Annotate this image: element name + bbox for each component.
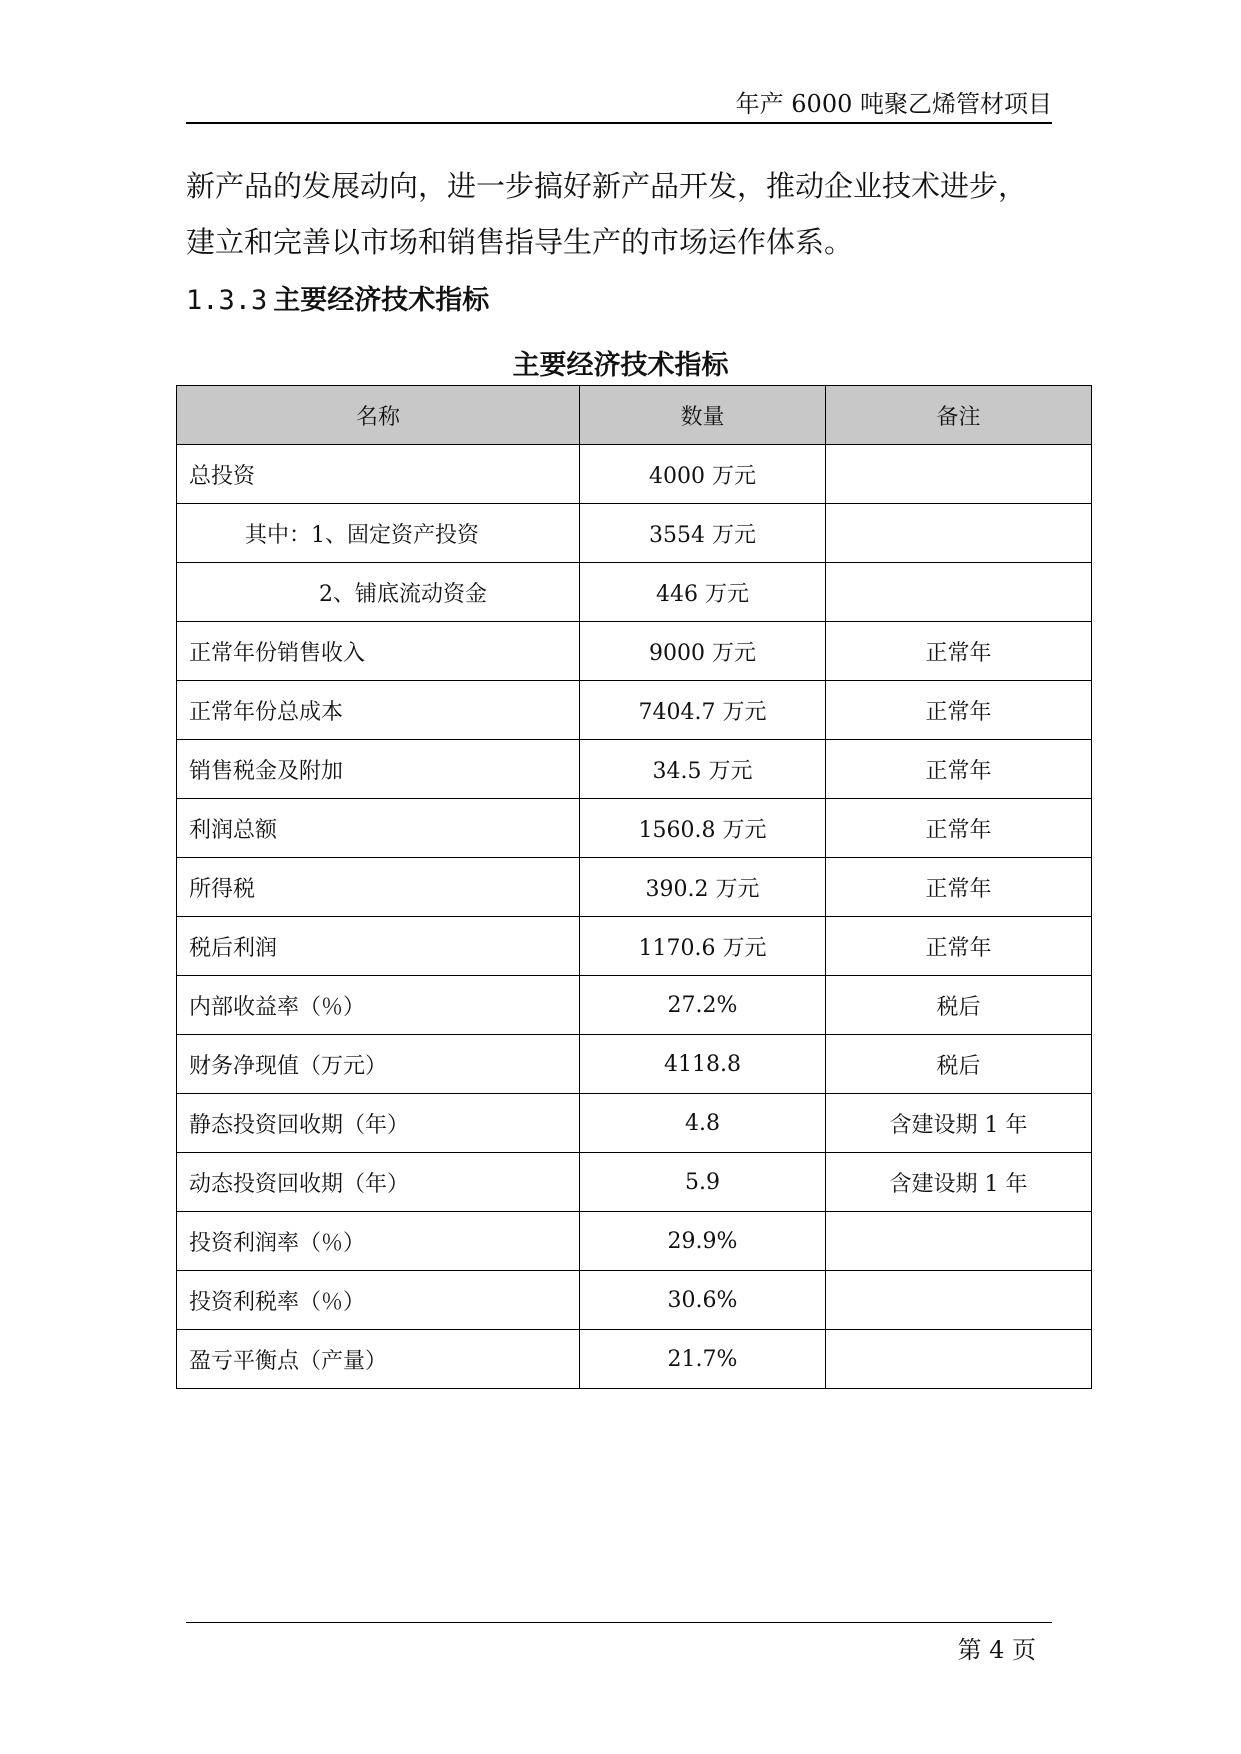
row-name: 投资利税率（％） <box>177 1271 580 1330</box>
table-row <box>177 445 1092 504</box>
table-row <box>177 563 1092 622</box>
row-note <box>826 1330 1092 1389</box>
row-quantity: 27.2% <box>580 976 826 1035</box>
row-name: 税后利润 <box>177 917 580 976</box>
row-name: 投资利润率（％） <box>177 1212 580 1271</box>
row-quantity: 4000 万元 <box>580 445 826 504</box>
section-heading <box>186 278 489 317</box>
row-name: 正常年份销售收入 <box>177 622 580 681</box>
footer-divider <box>186 1622 1052 1623</box>
row-quantity: 1560.8 万元 <box>580 799 826 858</box>
table-row <box>177 1035 1092 1094</box>
table-row <box>177 1153 1092 1212</box>
row-note: 税后 <box>826 976 1092 1035</box>
row-quantity: 4118.8 <box>580 1035 826 1094</box>
row-quantity: 9000 万元 <box>580 622 826 681</box>
row-note: 正常年 <box>826 917 1092 976</box>
row-note: 正常年 <box>826 681 1092 740</box>
table-row <box>177 1094 1092 1153</box>
table-caption: 主要经济技术指标 <box>512 350 729 381</box>
row-name: 总投资 <box>177 445 580 504</box>
row-name: 静态投资回收期（年） <box>177 1094 580 1153</box>
page-number: 第 4 页 <box>957 1636 1036 1664</box>
row-quantity: 34.5 万元 <box>580 740 826 799</box>
row-quantity: 1170.6 万元 <box>580 917 826 976</box>
row-name: 盈亏平衡点（产量） <box>177 1330 580 1389</box>
row-note: 含建设期 1 年 <box>826 1094 1092 1153</box>
row-name: 动态投资回收期（年） <box>177 1153 580 1212</box>
row-quantity: 7404.7 万元 <box>580 681 826 740</box>
row-note <box>826 445 1092 504</box>
table-header-row <box>177 386 1092 445</box>
row-name: 正常年份总成本 <box>177 681 580 740</box>
row-note <box>826 563 1092 622</box>
table-row <box>177 504 1092 563</box>
table-row <box>177 681 1092 740</box>
table-row <box>177 917 1092 976</box>
section-number: 1.3.3 <box>186 285 268 316</box>
row-name: 财务净现值（万元） <box>177 1035 580 1094</box>
row-note: 正常年 <box>826 858 1092 917</box>
body-paragraph: 新产品的发展动向，进一步搞好新产品开发，推动企业技术进步，建立和完善以市场和销售指导生产的市场运作体系。 <box>186 169 1028 259</box>
row-quantity: 446 万元 <box>580 563 826 622</box>
row-quantity: 5.9 <box>580 1153 826 1212</box>
row-quantity: 30.6% <box>580 1271 826 1330</box>
row-note: 含建设期 1 年 <box>826 1153 1092 1212</box>
table-row <box>177 1212 1092 1271</box>
row-name: 内部收益率（％） <box>177 976 580 1035</box>
table-row <box>177 1271 1092 1330</box>
section-title: 主要经济技术指标 <box>273 285 490 316</box>
indicators-table <box>176 385 1092 1389</box>
row-note <box>826 504 1092 563</box>
row-quantity: 21.7% <box>580 1330 826 1389</box>
row-note: 税后 <box>826 1035 1092 1094</box>
row-name: 利润总额 <box>177 799 580 858</box>
row-quantity: 29.9% <box>580 1212 826 1271</box>
table-row <box>177 858 1092 917</box>
table-row <box>177 622 1092 681</box>
row-note <box>826 1212 1092 1271</box>
table-row <box>177 1330 1092 1389</box>
header-name: 名称 <box>177 386 580 445</box>
row-note: 正常年 <box>826 740 1092 799</box>
header-quantity: 数量 <box>580 386 826 445</box>
row-note: 正常年 <box>826 799 1092 858</box>
row-name: 其中：1、固定资产投资 <box>177 504 580 563</box>
row-quantity: 4.8 <box>580 1094 826 1153</box>
row-quantity: 3554 万元 <box>580 504 826 563</box>
row-quantity: 390.2 万元 <box>580 858 826 917</box>
row-name: 所得税 <box>177 858 580 917</box>
running-header: 年产 6000 吨聚乙烯管材项目 <box>735 90 1052 118</box>
header-divider <box>186 122 1052 124</box>
row-name: 2、铺底流动资金 <box>177 563 580 622</box>
row-note <box>826 1271 1092 1330</box>
row-note: 正常年 <box>826 622 1092 681</box>
table-row <box>177 740 1092 799</box>
table-row <box>177 976 1092 1035</box>
row-name: 销售税金及附加 <box>177 740 580 799</box>
table-row <box>177 799 1092 858</box>
header-note: 备注 <box>826 386 1092 445</box>
